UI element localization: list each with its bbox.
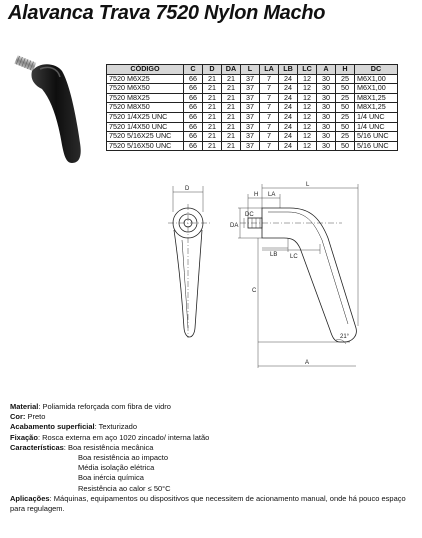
table-cell: 12 [298,132,317,142]
table-cell: 37 [241,84,260,94]
dim-a-label: A [305,360,310,366]
table-cell: 12 [298,74,317,84]
col-header-da: DA [222,65,241,75]
col-header-dc: DC [355,65,398,75]
table-cell: 66 [184,93,203,103]
table-cell: 12 [298,141,317,151]
table-cell: 30 [317,141,336,151]
table-cell: 37 [241,93,260,103]
table-cell: 5/16 UNC [355,132,398,142]
table-cell: 24 [279,122,298,132]
table-cell: 21 [222,103,241,113]
spec-caracteristica-item: Média isolação elétrica [78,463,155,473]
spec-caracteristica-item: Resistência ao calor ≤ 50°C [78,483,171,493]
table-cell: 37 [241,132,260,142]
table-cell: 24 [279,141,298,151]
table-row [107,132,398,142]
table-cell: 12 [298,112,317,122]
table-row [107,112,398,122]
table-cell: 21 [203,93,222,103]
table-cell: 21 [222,122,241,132]
dim-c-label: C [252,288,257,294]
table-cell: 7520 5/16X25 UNC [107,132,184,142]
table-cell: 21 [222,141,241,151]
col-header-codigo: CÓDIGO [107,65,184,75]
table-cell: 25 [336,74,355,84]
col-header-lb: LB [279,65,298,75]
table-cell: 7 [260,132,279,142]
table-cell: M8X1,25 [355,93,398,103]
table-cell: M8X1,25 [355,103,398,113]
spec-acabamento: Acabamento superficial: Texturizado [10,422,137,432]
col-header-c: C [184,65,203,75]
spec-caracteristica-item: Boa resistência ao impacto [78,453,169,463]
table-cell: 21 [222,93,241,103]
table-cell: 37 [241,74,260,84]
table-cell: 66 [184,112,203,122]
col-header-l: L [241,65,260,75]
table-cell: 21 [222,112,241,122]
table-cell: 7520 M6X25 [107,74,184,84]
col-header-la: LA [260,65,279,75]
spec-fixacao: Fixação: Rosca externa em aço 1020 zincado/ interna latão [10,432,210,442]
table-cell: 50 [336,122,355,132]
table-cell: 24 [279,132,298,142]
table-cell: 21 [203,112,222,122]
table-cell: 25 [336,132,355,142]
table-cell: 25 [336,93,355,103]
table-cell: 24 [279,112,298,122]
table-cell: 21 [203,141,222,151]
table-cell: 7 [260,84,279,94]
table-cell: 30 [317,103,336,113]
table-cell: 50 [336,84,355,94]
table-cell: 30 [317,84,336,94]
dim-lc-label: LC [290,254,298,260]
table-cell: 7520 M6X50 [107,84,184,94]
specifications [10,402,416,514]
table-cell: 37 [241,103,260,113]
table-cell: 7 [260,74,279,84]
table-cell: 7 [260,93,279,103]
table-cell: 30 [317,132,336,142]
table-cell: 21 [222,74,241,84]
col-header-a: A [317,65,336,75]
dim-angle-label: 21° [340,334,350,340]
table-cell: 30 [317,93,336,103]
dim-h-label: H [254,192,259,198]
dim-dc-label: DC [245,212,254,218]
dim-l-label: L [306,182,310,188]
table-cell: 7520 M8X50 [107,103,184,113]
spec-table [106,64,398,151]
dim-lb-label: LB [270,252,278,258]
table-cell: 30 [317,122,336,132]
table-cell: 25 [336,112,355,122]
page-title: Alavanca Trava 7520 Nylon Macho [8,2,326,24]
spec-caracteristicas: Características: Boa resistência mecânica [10,442,154,452]
table-cell: 24 [279,84,298,94]
table-cell: 5/16 UNC [355,141,398,151]
dim-da-label: DA [230,223,239,229]
table-cell: M6X1,00 [355,84,398,94]
table-cell: 12 [298,93,317,103]
table-cell: 50 [336,141,355,151]
col-header-d: D [203,65,222,75]
table-cell: 7520 M8X25 [107,93,184,103]
table-cell: 66 [184,141,203,151]
spec-aplicacoes: Aplicações: Máquinas, equipamentos ou dispositivos que necessitem de acionamento manual, onde há pouco espaço para regulagem. [10,493,406,514]
table-cell: 24 [279,74,298,84]
col-header-lc: LC [298,65,317,75]
table-cell: 12 [298,103,317,113]
table-cell: 21 [203,132,222,142]
table-cell: 12 [298,122,317,132]
spec-material: Material: Poliamida reforçada com fibra de vidro [10,402,171,411]
technical-drawing [160,178,378,378]
table-cell: M6X1,00 [355,74,398,84]
table-cell: 24 [279,103,298,113]
table-cell: 7 [260,141,279,151]
col-header-h: H [336,65,355,75]
spec-cor: Cor: Preto [10,412,46,422]
table-cell: 7 [260,103,279,113]
table-cell: 21 [203,74,222,84]
table-cell: 66 [184,122,203,132]
table-cell: 21 [222,84,241,94]
table-cell: 66 [184,84,203,94]
spec-caracteristica-item: Boa inércia química [78,473,144,483]
table-cell: 66 [184,103,203,113]
table-cell: 21 [222,132,241,142]
table-cell: 1/4 UNC [355,122,398,132]
table-row [107,141,398,151]
table-row [107,84,398,94]
table-cell: 37 [241,122,260,132]
table-cell: 21 [203,84,222,94]
table-cell: 50 [336,103,355,113]
table-cell: 66 [184,132,203,142]
table-cell: 24 [279,93,298,103]
dim-la-label: LA [268,192,276,198]
table-cell: 30 [317,112,336,122]
table-cell: 7 [260,122,279,132]
table-cell: 37 [241,112,260,122]
table-cell: 21 [203,103,222,113]
table-cell: 66 [184,74,203,84]
table-cell: 12 [298,84,317,94]
dim-d-label: D [185,186,190,192]
table-cell: 7520 5/16X50 UNC [107,141,184,151]
table-cell: 37 [241,141,260,151]
table-cell: 30 [317,74,336,84]
table-cell: 7 [260,112,279,122]
table-cell: 1/4 UNC [355,112,398,122]
table-cell: 7520 1/4X25 UNC [107,112,184,122]
table-cell: 7520 1/4X50 UNC [107,122,184,132]
product-photo [10,55,102,170]
table-cell: 21 [203,122,222,132]
